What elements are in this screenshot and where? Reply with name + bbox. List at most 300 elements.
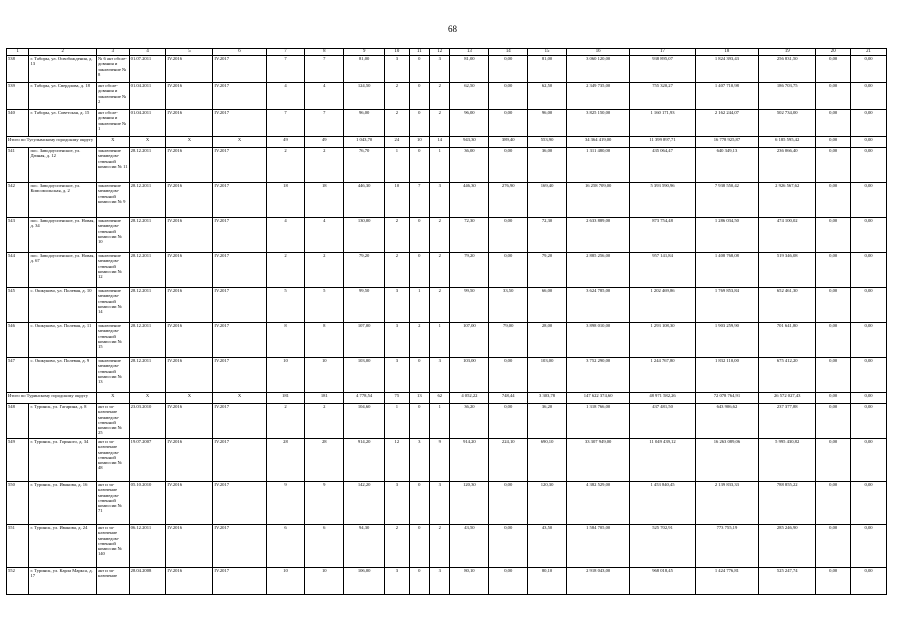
table-cell: 28.12.2011 bbox=[129, 358, 166, 393]
column-number: 20 bbox=[816, 49, 851, 56]
table-cell: 2 139 833,33 bbox=[695, 482, 758, 525]
table-cell: 2 926 567,62 bbox=[759, 183, 816, 218]
table-cell: 36,00 bbox=[450, 148, 489, 183]
table-cell: 4 bbox=[266, 218, 305, 253]
table-cell: 62,50 bbox=[528, 83, 567, 110]
table-cell: 96,00 bbox=[528, 110, 567, 137]
subtotal-cell: 11 399 897,71 bbox=[630, 137, 695, 148]
subtotal-cell: 72 078 764,91 bbox=[695, 393, 758, 404]
table-cell: 79,20 bbox=[528, 253, 567, 288]
table-cell: 2 bbox=[266, 253, 305, 288]
table-cell: 0,00 bbox=[816, 253, 851, 288]
table-cell: 3 bbox=[385, 568, 410, 595]
table-cell: 9 bbox=[266, 482, 305, 525]
table-cell: 4 bbox=[305, 83, 344, 110]
table-cell: 120,30 bbox=[528, 482, 567, 525]
table-cell: 79,00 bbox=[489, 323, 528, 358]
table-cell: 0,00 bbox=[851, 525, 887, 568]
table-cell: 1 bbox=[430, 404, 450, 439]
table-cell: IV.2017 bbox=[213, 568, 266, 595]
table-cell: 1 903 259,90 bbox=[695, 323, 758, 358]
subtotal-cell: 14 bbox=[430, 137, 450, 148]
table-cell: IV.2016 bbox=[166, 83, 213, 110]
table-cell: 11 049 439,12 bbox=[630, 439, 695, 482]
table-cell: IV.2017 bbox=[213, 148, 266, 183]
table-cell: 0,00 bbox=[851, 482, 887, 525]
table-cell: 05.10.2010 bbox=[129, 482, 166, 525]
table-cell: 0,00 bbox=[851, 183, 887, 218]
table-cell: 0,00 bbox=[851, 358, 887, 393]
table-cell: 36,20 bbox=[450, 404, 489, 439]
table-cell: 0,00 bbox=[489, 525, 528, 568]
table-cell: 3 825 150,00 bbox=[566, 110, 629, 137]
subtotal-cell: X bbox=[166, 393, 213, 404]
table-cell: 2 162 244,07 bbox=[695, 110, 758, 137]
table-cell: 502 734,00 bbox=[759, 110, 816, 137]
column-number: 18 bbox=[695, 49, 758, 56]
table-cell: IV.2016 bbox=[166, 253, 213, 288]
table-cell: 0 bbox=[409, 253, 429, 288]
table-cell: IV.2017 bbox=[213, 482, 266, 525]
table-cell: 130,00 bbox=[344, 218, 385, 253]
table-cell: IV.2016 bbox=[166, 525, 213, 568]
address-cell: с. Ошкуково, ул. Полевая, д. 10 bbox=[29, 288, 96, 323]
row-number-cell: 545 bbox=[7, 288, 29, 323]
table-cell: 80,10 bbox=[450, 568, 489, 595]
address-cell: г. Таборы, ул. Свердлова, д. 18 bbox=[29, 83, 96, 110]
row-number-cell: 547 bbox=[7, 358, 29, 393]
table-cell: 0 bbox=[409, 404, 429, 439]
column-number: 9 bbox=[344, 49, 385, 56]
table-cell: 2 bbox=[409, 323, 429, 358]
row-number-cell: 542 bbox=[7, 183, 29, 218]
table-cell: 3 bbox=[385, 288, 410, 323]
document-cell: заключение межведом-ственной комиссии № 9 bbox=[96, 183, 129, 218]
table-cell: 7 938 550,42 bbox=[695, 183, 758, 218]
table-cell: 36,20 bbox=[528, 404, 567, 439]
table-cell: 2 bbox=[430, 253, 450, 288]
table-cell: 0 bbox=[409, 568, 429, 595]
table-cell: 5 bbox=[305, 288, 344, 323]
column-number: 14 bbox=[489, 49, 528, 56]
table-cell: 2 bbox=[430, 110, 450, 137]
table-cell: 79,20 bbox=[450, 253, 489, 288]
table-cell: IV.2017 bbox=[213, 404, 266, 439]
table-cell: IV.2016 bbox=[166, 183, 213, 218]
table-cell: 0,00 bbox=[489, 218, 528, 253]
table-row bbox=[7, 218, 887, 253]
subtotal-cell: X bbox=[213, 137, 266, 148]
table-cell: 4 bbox=[305, 218, 344, 253]
table-cell: 0,00 bbox=[851, 439, 887, 482]
table-cell: 0,00 bbox=[489, 404, 528, 439]
table-cell: 474 100,02 bbox=[759, 218, 816, 253]
table-row bbox=[7, 148, 887, 183]
table-cell: 3 bbox=[385, 358, 410, 393]
table-cell: 640 349,13 bbox=[695, 148, 758, 183]
subtotal-cell: 75 bbox=[385, 393, 410, 404]
subtotal-cell: 6 185 595,42 bbox=[759, 137, 816, 148]
column-number: 21 bbox=[851, 49, 887, 56]
table-cell: 525 702,91 bbox=[630, 525, 695, 568]
table-cell: 16 263 089,06 bbox=[695, 439, 758, 482]
table-cell: 8 bbox=[305, 323, 344, 358]
table-cell: 107,00 bbox=[450, 323, 489, 358]
row-number-cell: 546 bbox=[7, 323, 29, 358]
table-cell: 12 bbox=[385, 439, 410, 482]
table-row bbox=[7, 439, 887, 482]
table-row bbox=[7, 110, 887, 137]
table-cell: 0,00 bbox=[851, 288, 887, 323]
table-cell: 06.12.2011 bbox=[129, 525, 166, 568]
table-cell: 914,20 bbox=[450, 439, 489, 482]
table-cell: IV.2016 bbox=[166, 56, 213, 83]
table-cell: 1 bbox=[385, 404, 410, 439]
table-cell: 81,00 bbox=[344, 56, 385, 83]
table-cell: 99,50 bbox=[450, 288, 489, 323]
column-numbers-row bbox=[7, 49, 887, 56]
subtotal-cell: 0,00 bbox=[851, 137, 887, 148]
table-cell: 36,00 bbox=[528, 148, 567, 183]
table-cell: 5 bbox=[266, 288, 305, 323]
table-cell: 0 bbox=[409, 482, 429, 525]
table-cell: 3 bbox=[385, 323, 410, 358]
table-cell: 10 bbox=[266, 568, 305, 595]
table-cell: 2 bbox=[385, 525, 410, 568]
table-cell: 28.12.2011 bbox=[129, 183, 166, 218]
table-cell: 80,10 bbox=[528, 568, 567, 595]
table-cell: 01.04.2011 bbox=[129, 83, 166, 110]
table-cell: 1 408 768,08 bbox=[695, 253, 758, 288]
table-cell: 3 624 785,00 bbox=[566, 288, 629, 323]
table-cell: 7 bbox=[266, 56, 305, 83]
subtotal-row bbox=[7, 137, 887, 148]
table-cell: 1 424 776,81 bbox=[695, 568, 758, 595]
table-cell: 0,00 bbox=[489, 110, 528, 137]
table-cell: 23.03.2010 bbox=[129, 404, 166, 439]
table-cell: 276,90 bbox=[489, 183, 528, 218]
subtotal-cell: X bbox=[166, 137, 213, 148]
column-number: 1 bbox=[7, 49, 29, 56]
table-cell: 81,00 bbox=[450, 56, 489, 83]
document-cell: заключение межведом-ственной комиссии № 11 bbox=[96, 148, 129, 183]
table-cell: 1 407 710,98 bbox=[695, 83, 758, 110]
table-cell: 0,00 bbox=[816, 83, 851, 110]
table-row bbox=[7, 358, 887, 393]
table-cell: 1 453 840,45 bbox=[630, 482, 695, 525]
subtotal-cell: 13 bbox=[409, 393, 429, 404]
table-cell: 76,70 bbox=[344, 148, 385, 183]
table-cell: 3 bbox=[385, 482, 410, 525]
table-cell: 1 293 108,30 bbox=[630, 323, 695, 358]
column-number: 11 bbox=[409, 49, 429, 56]
table-cell: 104,60 bbox=[344, 404, 385, 439]
table-cell: 2 bbox=[430, 525, 450, 568]
table-cell: 0,00 bbox=[851, 218, 887, 253]
table-cell: 914,20 bbox=[344, 439, 385, 482]
subtotal-cell: 0,00 bbox=[816, 137, 851, 148]
table-cell: IV.2016 bbox=[166, 110, 213, 137]
table-cell: 1 318 766,00 bbox=[566, 404, 629, 439]
subtotal-cell: 16 778 925,87 bbox=[695, 137, 758, 148]
column-number: 19 bbox=[759, 49, 816, 56]
table-cell: 0,00 bbox=[489, 56, 528, 83]
column-number: 12 bbox=[430, 49, 450, 56]
table-cell: 28.04.2008 bbox=[129, 568, 166, 595]
table-cell: 652 461,30 bbox=[759, 288, 816, 323]
row-number-cell: 552 bbox=[7, 568, 29, 595]
row-number-cell: 538 bbox=[7, 56, 29, 83]
document-cell: акт и за-ключение межведом-ственной комиссии № 48 bbox=[96, 439, 129, 482]
document-cell: № 6 акт обсле-дования и заключение № 8 bbox=[96, 56, 129, 83]
address-cell: г. Туринск, ул. Гагарина, д. 8 bbox=[29, 404, 96, 439]
table-cell: 643 906,62 bbox=[695, 404, 758, 439]
table-cell: 106,00 bbox=[344, 568, 385, 595]
table-cell: 773 755,19 bbox=[695, 525, 758, 568]
document-cell: акт обсле-дования и заключение № 2 bbox=[96, 83, 129, 110]
table-cell: 0,00 bbox=[851, 568, 887, 595]
table-cell: 1 bbox=[409, 288, 429, 323]
table-cell: 938 895,07 bbox=[630, 56, 695, 83]
table-cell: 0 bbox=[409, 358, 429, 393]
table-cell: 0,00 bbox=[816, 183, 851, 218]
table-cell: 66,00 bbox=[528, 288, 567, 323]
table-cell: 873 754,48 bbox=[630, 218, 695, 253]
table-row bbox=[7, 253, 887, 288]
table-cell: IV.2017 bbox=[213, 218, 266, 253]
table-cell: 3 060 120,00 bbox=[566, 56, 629, 83]
table-cell: 0 bbox=[409, 218, 429, 253]
document-cell: акт и за-ключение межведом-ственной комиссии № 25 bbox=[96, 404, 129, 439]
table-cell: 0,00 bbox=[816, 288, 851, 323]
row-number-cell: 541 bbox=[7, 148, 29, 183]
table-cell: IV.2017 bbox=[213, 253, 266, 288]
subtotal-cell: X bbox=[96, 393, 129, 404]
table-cell: 43,50 bbox=[450, 525, 489, 568]
table-cell: 224,10 bbox=[489, 439, 528, 482]
table-cell: IV.2017 bbox=[213, 525, 266, 568]
column-number: 4 bbox=[129, 49, 166, 56]
table-cell: 0,00 bbox=[816, 148, 851, 183]
table-cell: 446,30 bbox=[344, 183, 385, 218]
table-cell: 7 bbox=[305, 110, 344, 137]
table-cell: 1 832 110,00 bbox=[695, 358, 758, 393]
table-cell: 33,50 bbox=[489, 288, 528, 323]
document-cell: заключение межведом-ственной комиссии № 12 bbox=[96, 253, 129, 288]
table-cell: 9 bbox=[430, 439, 450, 482]
table-cell: 0,00 bbox=[489, 83, 528, 110]
table-cell: 0 bbox=[409, 83, 429, 110]
table-cell: 0,00 bbox=[851, 323, 887, 358]
table-cell: IV.2016 bbox=[166, 358, 213, 393]
subtotal-cell: 943,30 bbox=[450, 137, 489, 148]
table-cell: 124,50 bbox=[344, 83, 385, 110]
table-cell: IV.2016 bbox=[166, 323, 213, 358]
table-cell: 8 bbox=[266, 323, 305, 358]
table-cell: 28,00 bbox=[528, 323, 567, 358]
subtotal-cell: 10 bbox=[409, 137, 429, 148]
row-number-cell: 551 bbox=[7, 525, 29, 568]
table-cell: IV.2017 bbox=[213, 83, 266, 110]
table-cell: 9 bbox=[305, 482, 344, 525]
table-cell: 1 824 393,43 bbox=[695, 56, 758, 83]
subtotal-cell: 3 303,78 bbox=[528, 393, 567, 404]
subtotal-cell: 4 052,22 bbox=[450, 393, 489, 404]
table-cell: 99,50 bbox=[344, 288, 385, 323]
table-cell: 0,00 bbox=[816, 110, 851, 137]
column-number: 3 bbox=[96, 49, 129, 56]
table-cell: IV.2017 bbox=[213, 56, 266, 83]
table-cell: 62,50 bbox=[450, 83, 489, 110]
table-cell: 5 393 590,96 bbox=[630, 183, 695, 218]
table-cell: 0,00 bbox=[851, 404, 887, 439]
table-cell: 0,00 bbox=[489, 148, 528, 183]
document-cell: заключение межведом-ственной комиссии № 10 bbox=[96, 218, 129, 253]
column-number: 7 bbox=[266, 49, 305, 56]
table-cell: 7 bbox=[266, 110, 305, 137]
table-row bbox=[7, 482, 887, 525]
table-cell: 107,00 bbox=[344, 323, 385, 358]
subtotal-cell: 24 bbox=[385, 137, 410, 148]
table-cell: 1 769 853,84 bbox=[695, 288, 758, 323]
table-cell: IV.2017 bbox=[213, 358, 266, 393]
subtotal-cell: 0,00 bbox=[851, 393, 887, 404]
subtotal-cell: 34 364 419,00 bbox=[566, 137, 629, 148]
table-cell: 1 244 767,80 bbox=[630, 358, 695, 393]
table-cell: 285 246,90 bbox=[759, 525, 816, 568]
table-cell: 0,00 bbox=[489, 358, 528, 393]
table-cell: 2 633 889,00 bbox=[566, 218, 629, 253]
table-cell: 142,20 bbox=[344, 482, 385, 525]
table-cell: 2 bbox=[305, 404, 344, 439]
table-cell: IV.2017 bbox=[213, 288, 266, 323]
column-number: 15 bbox=[528, 49, 567, 56]
table-cell: 3 bbox=[409, 439, 429, 482]
subtotal-label: Итого по Тугулымскому городскому округу bbox=[7, 137, 97, 148]
table-cell: 3 bbox=[430, 56, 450, 83]
address-cell: г. Туринск, ул. Иванова, д. 24 bbox=[29, 525, 96, 568]
subtotal-cell: 181 bbox=[305, 393, 344, 404]
row-number-cell: 540 bbox=[7, 110, 29, 137]
table-cell: 1 286 034,50 bbox=[695, 218, 758, 253]
table-cell: 0 bbox=[409, 110, 429, 137]
subtotal-cell: X bbox=[129, 393, 166, 404]
page-number: 68 bbox=[448, 24, 457, 34]
table-cell: 701 641,80 bbox=[759, 323, 816, 358]
table-cell: 18 bbox=[305, 183, 344, 218]
subtotal-label: Итого по Туринскому городскому округу bbox=[7, 393, 97, 404]
table-cell: 0,00 bbox=[851, 83, 887, 110]
table-cell: 0,00 bbox=[816, 568, 851, 595]
table-cell: 81,00 bbox=[528, 56, 567, 83]
table-cell: 519 346,08 bbox=[759, 253, 816, 288]
table-cell: 788 855,22 bbox=[759, 482, 816, 525]
table-cell: 3 898 010,00 bbox=[566, 323, 629, 358]
subtotal-cell: 26 572 027,43 bbox=[759, 393, 816, 404]
table-cell: 10 bbox=[305, 358, 344, 393]
table-cell: 186 703,75 bbox=[759, 83, 816, 110]
table-cell: 169,40 bbox=[528, 183, 567, 218]
table-cell: IV.2016 bbox=[166, 288, 213, 323]
document-cell: заключение межведом-ственной комиссии № 13 bbox=[96, 358, 129, 393]
table-cell: 957 141,84 bbox=[630, 253, 695, 288]
table-cell: 1 160 171,93 bbox=[630, 110, 695, 137]
table-cell: IV.2017 bbox=[213, 439, 266, 482]
table-cell: 237 377,88 bbox=[759, 404, 816, 439]
table-cell: 103,00 bbox=[528, 358, 567, 393]
table-cell: 2 349 735,00 bbox=[566, 83, 629, 110]
table-cell: 3 bbox=[430, 568, 450, 595]
table-cell: 96,00 bbox=[450, 110, 489, 137]
subtotal-row bbox=[7, 393, 887, 404]
table-cell: 5 995 430,82 bbox=[759, 439, 816, 482]
subtotal-cell: 748,44 bbox=[489, 393, 528, 404]
table-cell: IV.2016 bbox=[166, 404, 213, 439]
table-cell: 16 258 709,00 bbox=[566, 183, 629, 218]
table-cell: IV.2017 bbox=[213, 110, 266, 137]
table-cell: 0,00 bbox=[816, 404, 851, 439]
table-cell: 0,00 bbox=[851, 253, 887, 288]
table-cell: 1 202 469,86 bbox=[630, 288, 695, 323]
row-number-cell: 550 bbox=[7, 482, 29, 525]
row-number-cell: 539 bbox=[7, 83, 29, 110]
table-cell: 2 bbox=[266, 148, 305, 183]
table-cell: 3 bbox=[430, 482, 450, 525]
table-cell: 0,00 bbox=[851, 56, 887, 83]
table-cell: 96,00 bbox=[344, 110, 385, 137]
address-cell: пос. Заводоуспенское, ул. Новая, д. 67 bbox=[29, 253, 96, 288]
table-cell: 525 247,74 bbox=[759, 568, 816, 595]
table-cell: 6 bbox=[266, 525, 305, 568]
subtotal-cell: 48 971 582,26 bbox=[630, 393, 695, 404]
table-cell: 1 bbox=[430, 148, 450, 183]
subtotal-cell: 62 bbox=[430, 393, 450, 404]
column-number: 8 bbox=[305, 49, 344, 56]
subtotal-cell: 49 bbox=[305, 137, 344, 148]
table-cell: 435 064,47 bbox=[630, 148, 695, 183]
address-cell: г. Таборы, ул. Советская, д. 15 bbox=[29, 110, 96, 137]
address-cell: г. Туринск, ул. Иванова, д. 16 bbox=[29, 482, 96, 525]
table-cell: 01.07.2011 bbox=[129, 56, 166, 83]
address-cell: г. Таборы, ул. Освобождения, д. 13 bbox=[29, 56, 96, 83]
table-cell: 7 bbox=[305, 56, 344, 83]
table-cell: 0,00 bbox=[816, 218, 851, 253]
address-cell: пос. Заводоуспенское, ул. Новая, д. 34 bbox=[29, 218, 96, 253]
table-cell: 0 bbox=[409, 56, 429, 83]
address-cell: пос. Заводоуспенское, ул. Дачная, д. 12 bbox=[29, 148, 96, 183]
table-cell: 19.07.2007 bbox=[129, 439, 166, 482]
table-cell: 3 752 290,00 bbox=[566, 358, 629, 393]
table-cell: 43,50 bbox=[528, 525, 567, 568]
column-number: 13 bbox=[450, 49, 489, 56]
table-cell: 2 bbox=[430, 83, 450, 110]
address-cell: г. Туринск, ул. Карла Маркса, д. 17 bbox=[29, 568, 96, 595]
address-cell: г. Туринск, ул. Горького, д. 34 bbox=[29, 439, 96, 482]
table-cell: 103,00 bbox=[344, 358, 385, 393]
document-cell: акт и за-ключение bbox=[96, 568, 129, 595]
table-row bbox=[7, 183, 887, 218]
table-cell: IV.2017 bbox=[213, 183, 266, 218]
table-cell: 28.12.2011 bbox=[129, 288, 166, 323]
table-row bbox=[7, 83, 887, 110]
subtotal-cell: 1 043,70 bbox=[344, 137, 385, 148]
table-row bbox=[7, 288, 887, 323]
table-cell: 0,00 bbox=[816, 56, 851, 83]
document-cell: акт и за-ключение межведом-ственной комиссии № 140 bbox=[96, 525, 129, 568]
subtotal-cell: X bbox=[213, 393, 266, 404]
table-cell: 236 066,40 bbox=[759, 148, 816, 183]
table-cell: 10 bbox=[385, 183, 410, 218]
